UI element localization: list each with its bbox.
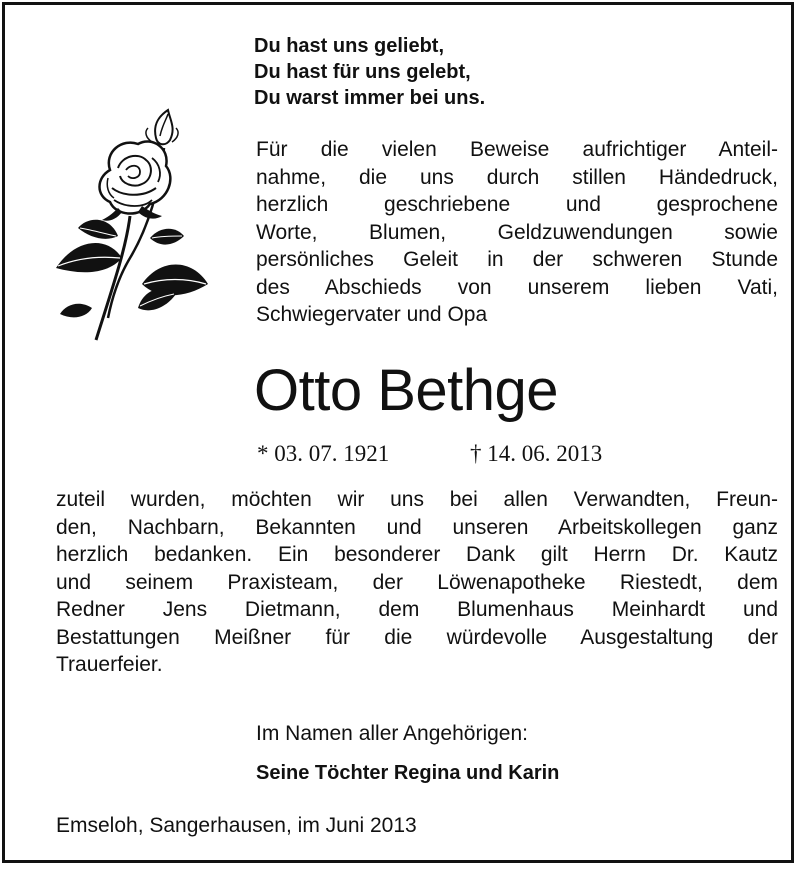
intro-line: nahme, die uns durch stillen Händedruck, — [256, 165, 778, 189]
intro-line: persönliches Geleit in der schweren Stunde — [256, 248, 778, 271]
deceased-name: Otto Bethge — [254, 358, 559, 423]
motto-line: Du hast uns geliebt, — [254, 35, 445, 57]
death-date: † 14. 06. 2013 — [470, 441, 603, 466]
place-date: Emseloh, Sangerhausen, im Juni 2013 — [56, 814, 417, 837]
signers: Seine Töchter Regina und Karin — [256, 762, 560, 784]
intro-line: des Abschieds von unserem lieben Vati, — [256, 275, 778, 299]
intro-line: herzlich geschriebene und gesprochene — [256, 193, 778, 216]
thanks-line: Redner Jens Dietmann, dem Blumenhaus Meinhardt und — [56, 598, 778, 621]
thanks-paragraph — [56, 486, 778, 679]
intro-line: Schwiegervater und Opa — [256, 303, 488, 326]
birth-date: * 03. 07. 1921 — [257, 441, 390, 466]
motto-line: Du warst immer bei uns. — [254, 87, 486, 109]
thanks-line: Trauerfeier. — [56, 653, 163, 676]
intro-line: Worte, Blumen, Geldzuwendungen sowie — [256, 220, 778, 244]
intro-paragraph — [256, 136, 778, 329]
signoff: Im Namen aller Angehörigen: — [256, 722, 528, 745]
thanks-line: und seinem Praxisteam, der Löwenapotheke Riestedt, dem — [56, 570, 778, 594]
thanks-line: Bestattungen Meißner für die würdevolle Ausgestaltung der — [56, 625, 778, 649]
thanks-line: zuteil wurden, möchten wir uns bei allen Verwandten, Freun- — [56, 488, 778, 511]
thanks-line: den, Nachbarn, Bekannten und unseren Arbeitskollegen ganz — [56, 515, 778, 539]
intro-line: Für die vielen Beweise aufrichtiger Anteil- — [256, 138, 778, 161]
motto — [254, 33, 485, 111]
rose-icon — [52, 108, 212, 348]
motto-line: Du hast für uns gelebt, — [254, 61, 471, 83]
thanks-line: herzlich bedanken. Ein besonderer Dank gilt Herrn Dr. Kautz — [56, 543, 778, 566]
